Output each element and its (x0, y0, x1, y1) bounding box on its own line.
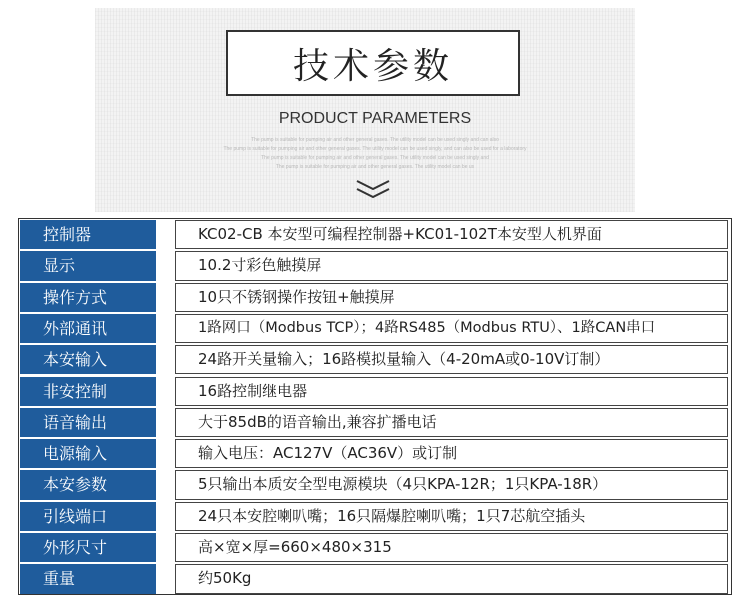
fine-print-line: The pump is suitable for pumping air and other general gases. The utility model can be us (275, 164, 475, 170)
spec-value: 24只本安腔喇叭嘴；16只隔爆腔喇叭嘴；1只7芯航空插头 (175, 502, 728, 531)
spec-table (18, 218, 732, 595)
fine-print (185, 136, 565, 172)
spec-value: 大于85dB的语音输出,兼容扩播电话 (175, 408, 728, 437)
spec-label: 引线端口 (20, 502, 156, 531)
spec-label: 重量 (20, 564, 156, 593)
spec-row (19, 563, 730, 594)
spec-label: 控制器 (20, 220, 156, 249)
fine-print-line: The pump is suitable for pumping air and other general gases. The utility model can be used singly and (261, 155, 489, 161)
double-chevron-down-icon (353, 178, 393, 202)
spec-label: 本安输入 (20, 345, 156, 374)
spec-value: 高×宽×厚=660×480×315 (175, 533, 728, 562)
spec-row (19, 532, 730, 563)
spec-value: 10.2寸彩色触摸屏 (175, 251, 728, 280)
page-title: 技术参数 (292, 45, 453, 87)
spec-row (19, 250, 730, 281)
title-box (226, 30, 520, 96)
spec-value: 约50Kg (175, 564, 728, 593)
spec-row (19, 219, 730, 250)
spec-value: 10只不锈钢操作按钮+触摸屏 (175, 283, 728, 312)
spec-value: KC02-CB 本安型可编程控制器+KC01-102T本安型人机界面 (175, 220, 728, 249)
spec-row (19, 438, 730, 469)
spec-label: 操作方式 (20, 283, 156, 312)
spec-row (19, 344, 730, 375)
spec-label: 电源输入 (20, 439, 156, 468)
spec-value: 24路开关量输入；16路模拟量输入（4-20mA或0-10V订制） (175, 345, 728, 374)
spec-label: 本安参数 (20, 470, 156, 499)
spec-label: 非安控制 (20, 377, 156, 406)
spec-row (19, 469, 730, 500)
spec-row (19, 501, 730, 532)
page-subtitle: PRODUCT PARAMETERS (278, 110, 472, 127)
fine-print-line: The pump is suitable for pumping air and other general gases. The utility model can be used singly, and can also be used for a laboratory (223, 146, 527, 152)
spec-row (19, 407, 730, 438)
spec-row (19, 313, 730, 344)
spec-label: 外形尺寸 (20, 533, 156, 562)
spec-value: 5只输出本质安全型电源模块（4只KPA-12R；1只KPA-18R） (175, 470, 728, 499)
spec-row (19, 376, 730, 407)
spec-value: 输入电压：AC127V（AC36V）或订制 (175, 439, 728, 468)
spec-label: 语音输出 (20, 408, 156, 437)
spec-label: 显示 (20, 251, 156, 280)
fine-print-line: The pump is suitable for pumping air and other general gases. The utility model can be used singly and can also (251, 137, 499, 143)
spec-row (19, 282, 730, 313)
spec-label: 外部通讯 (20, 314, 156, 343)
spec-value: 16路控制继电器 (175, 377, 728, 406)
spec-value: 1路网口（Modbus TCP）；4路RS485（Modbus RTU）、1路CAN串口 (175, 314, 728, 343)
